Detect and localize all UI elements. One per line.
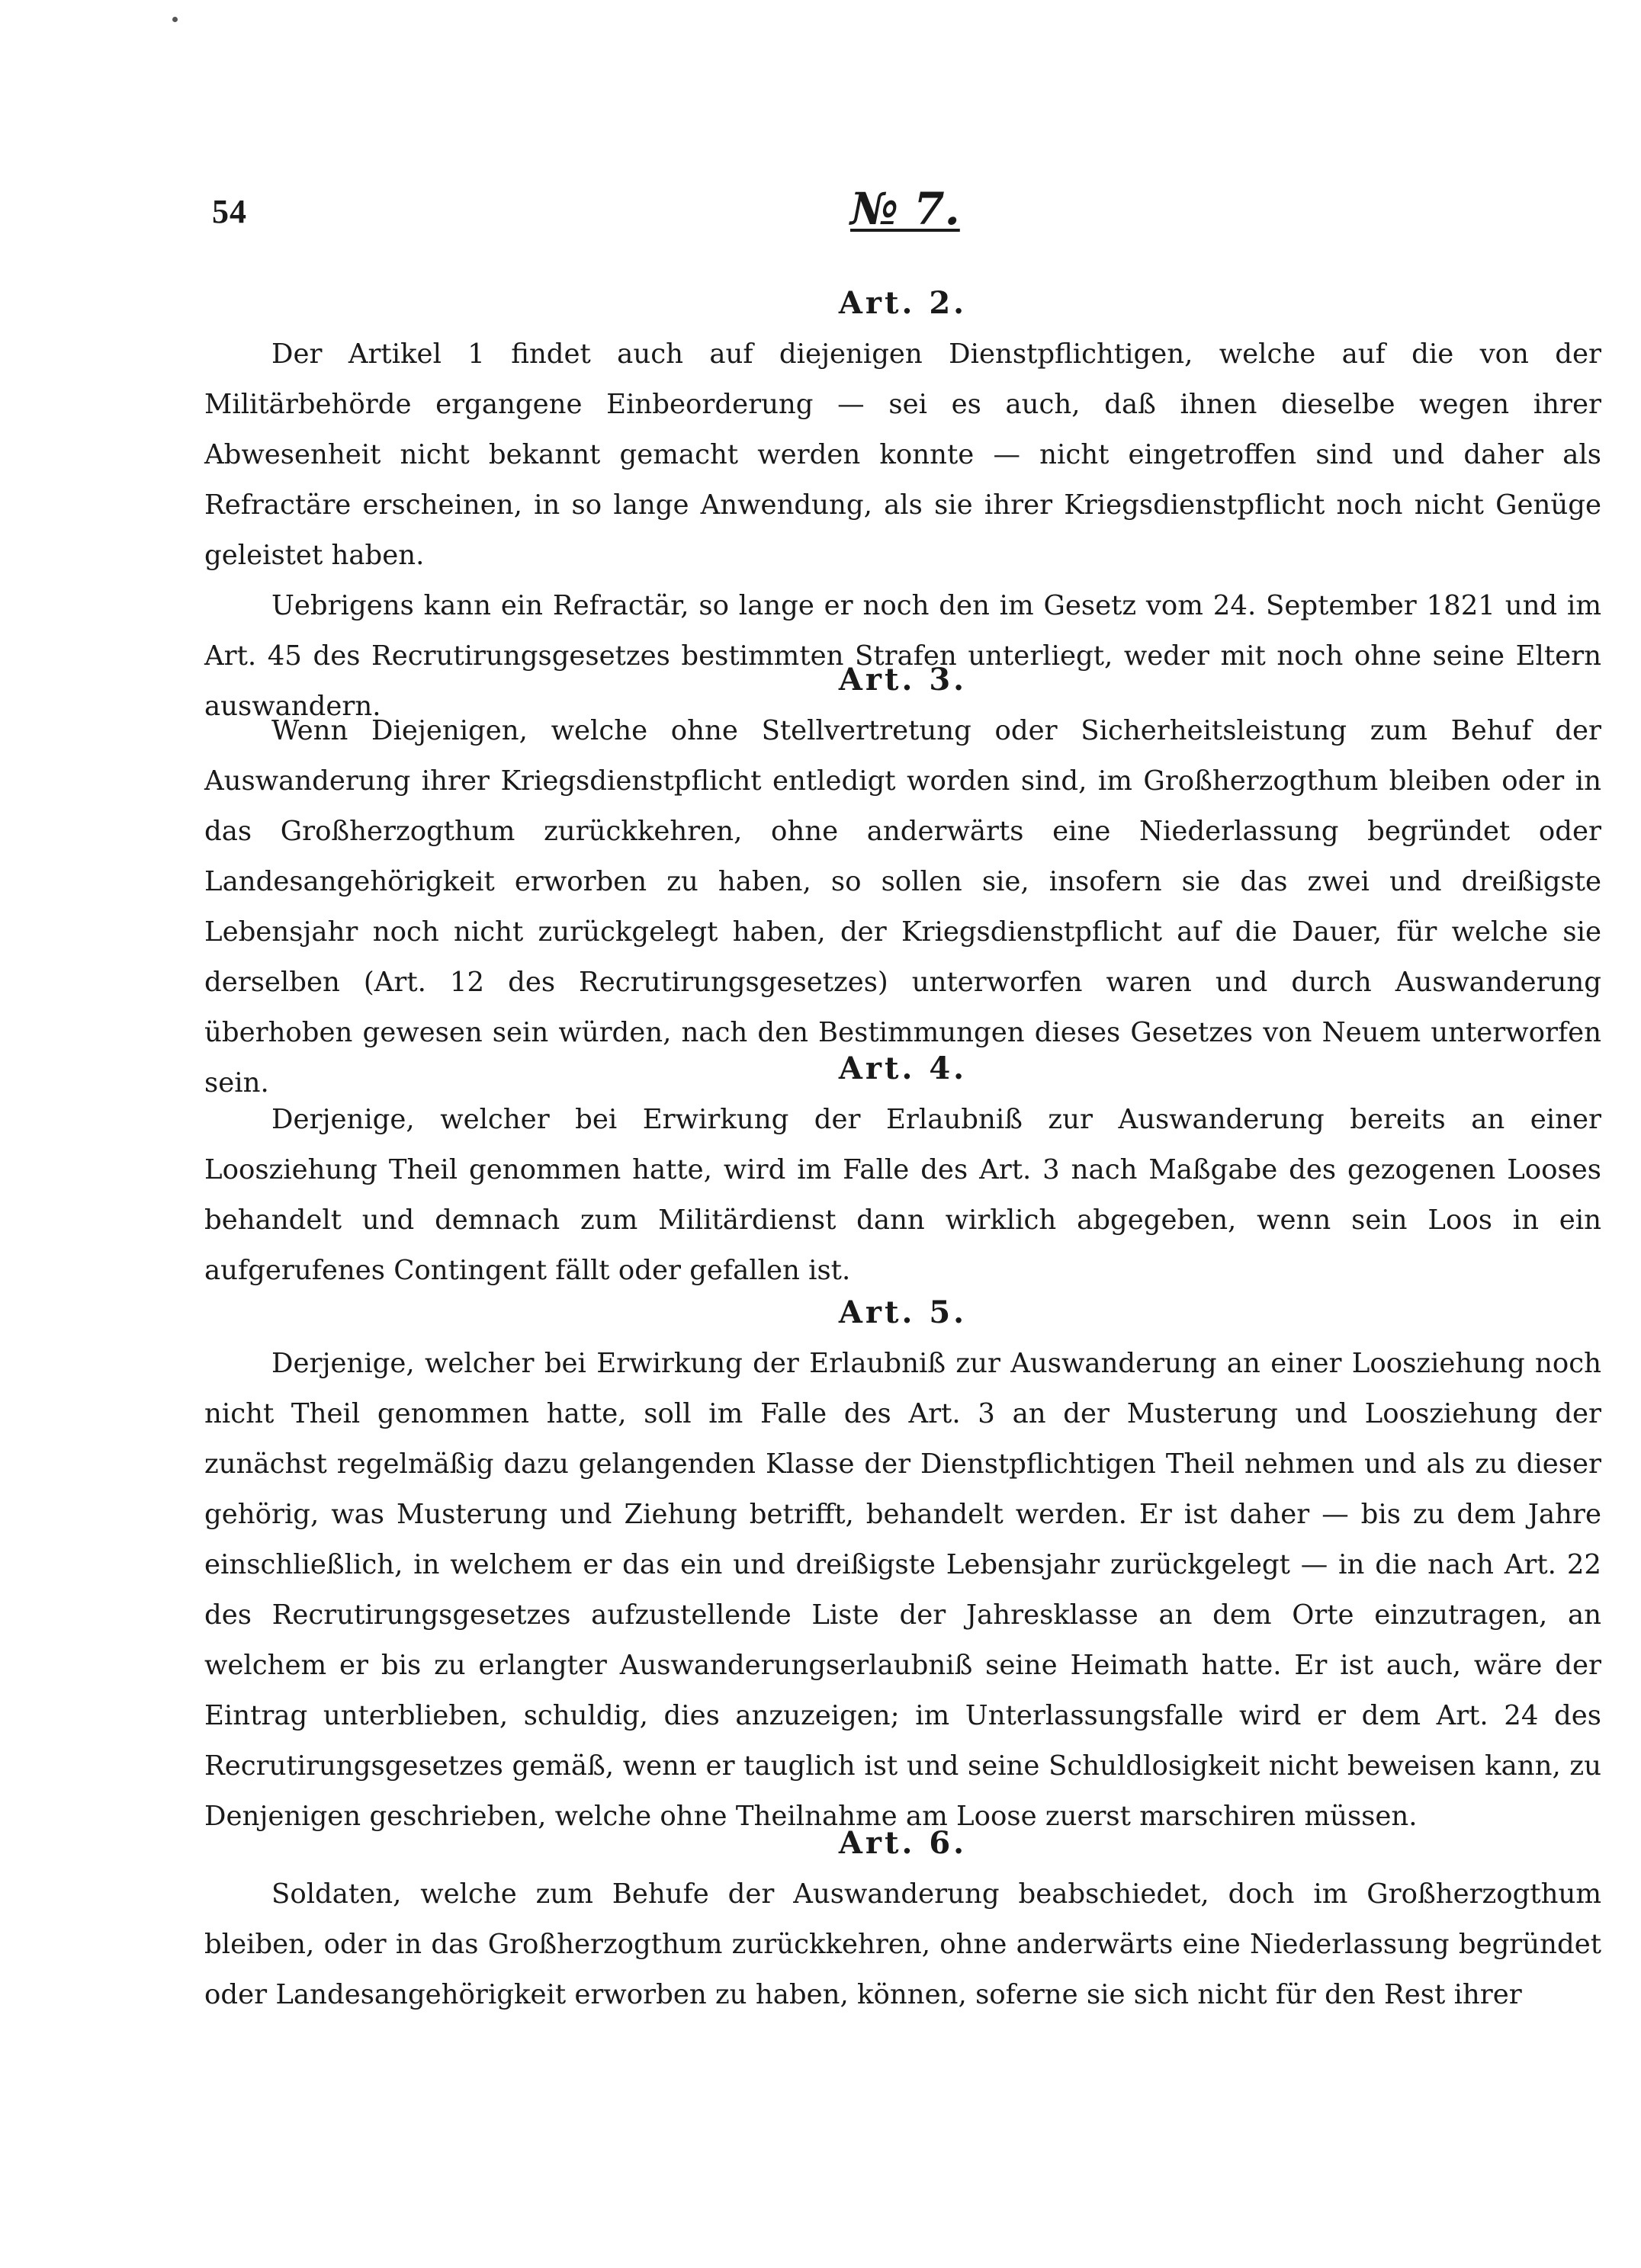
article-3 bbox=[204, 660, 1601, 1108]
issue-number bbox=[850, 183, 960, 235]
article-heading: Art. 2. bbox=[838, 285, 968, 321]
article-5 bbox=[204, 1293, 1601, 1842]
article-paragraph: Derjenige, welcher bei Erwirkung der Erlaubniß zur Auswanderung an einer Loosziehung noch nicht Theil genommen hatte, soll im Falle des Art. 3 an der Musterung und Loosziehung der zunächst regelmäßig dazu gelangenden Klasse der Dienstpflichtigen Theil nehmen und als zu dieser gehörig, was Musterung und Ziehung betrifft, behandelt werden. Er ist daher — bis zu dem Jahre einschließlich, in welchem er das ein und dreißigste Lebensjahr zurückgelegt — in die nach Art. 22 des Recrutirungsgesetzes aufzustellende Liste der Jahresklasse an dem Orte einzutragen, an welchem er bis zu erlangter Auswanderungserlaubniß seine Heimath hatte. Er ist auch, wäre der Eintrag unterblieben, schuldig, dies anzuzeigen; im Unterlassungsfalle wird er dem Art. 24 des Recrutirungsgesetzes gemäß, wenn er tauglich ist und seine Schuldlosigkeit nicht beweisen kann, zu Denjenigen geschrieben, welche ohne Theilnahme am Loose zuerst marschiren müssen. bbox=[204, 1348, 1601, 1832]
article-paragraph: Wenn Diejenigen, welche ohne Stellvertretung oder Sicherheitsleistung zum Behuf der Auswanderung ihrer Kriegsdienstpflicht entledigt worden sind, im Großherzogthum bleiben oder in das Großherzogthum zurückkehren, ohne anderwärts eine Niederlassung begründet oder Landesangehörigkeit erworben zu haben, so sollen sie, insofern sie das zwei und dreißigste Lebensjahr noch nicht zurückgelegt haben, der Kriegsdienstpflicht auf die Dauer, für welche sie derselben (Art. 12 des Recrutirungsgesetzes) unterworfen waren und durch Auswanderung überhoben gewesen sein würden, nach den Bestimmungen dieses Gesetzes von Neuem unterworfen sein. bbox=[204, 715, 1601, 1099]
article-heading: Art. 3. bbox=[838, 662, 968, 698]
article-paragraph: Soldaten, welche zum Behufe der Auswanderung beabschiedet, doch im Großherzogthum bleiben, oder in das Großherzogthum zurückkehren, ohne anderwärts eine Niederlassung begründet oder Landesangehörigkeit erworben zu haben, können, soferne sie sich nicht für den Rest ihrer bbox=[204, 1878, 1601, 2010]
page-number: 54 bbox=[212, 193, 247, 230]
article-paragraph: Der Artikel 1 findet auch auf diejenigen Dienstpflichtigen, welche auf die von der Militärbehörde ergangene Einbeorderung — sei es auch, daß ihnen dieselbe wegen ihrer Abwesenheit nicht bekannt gemacht werden konnte — nicht eingetroffen sind und daher als Refractäre erscheinen, in so lange Anwendung, als sie ihrer Kriegsdienstpflicht noch nicht Genüge geleistet haben. bbox=[204, 338, 1601, 571]
article-heading: Art. 4. bbox=[838, 1051, 968, 1086]
article-paragraph: Derjenige, welcher bei Erwirkung der Erlaubniß zur Auswanderung bereits an einer Loosziehung Theil genommen hatte, wird im Falle des Art. 3 nach Maßgabe des gezogenen Looses behandelt und demnach zum Militärdienst dann wirklich abgegeben, wenn sein Loos in ein aufgerufenes Contingent fällt oder gefallen ist. bbox=[204, 1104, 1601, 1286]
article-paragraph: Uebrigens kann ein Refractär, so lange er noch den im Gesetz vom 24. September 1821 und im Art. 45 des Recrutirungsgesetzes bestimmten Strafen unterliegt, weder mit noch ohne seine Eltern auswandern. bbox=[204, 590, 1601, 722]
scan-speck bbox=[172, 17, 178, 22]
article-6 bbox=[204, 1824, 1601, 2020]
article-heading: Art. 5. bbox=[838, 1294, 968, 1330]
issue-number-label: № 7. bbox=[850, 183, 960, 235]
article-heading: Art. 6. bbox=[838, 1825, 968, 1861]
article-4 bbox=[204, 1049, 1601, 1296]
